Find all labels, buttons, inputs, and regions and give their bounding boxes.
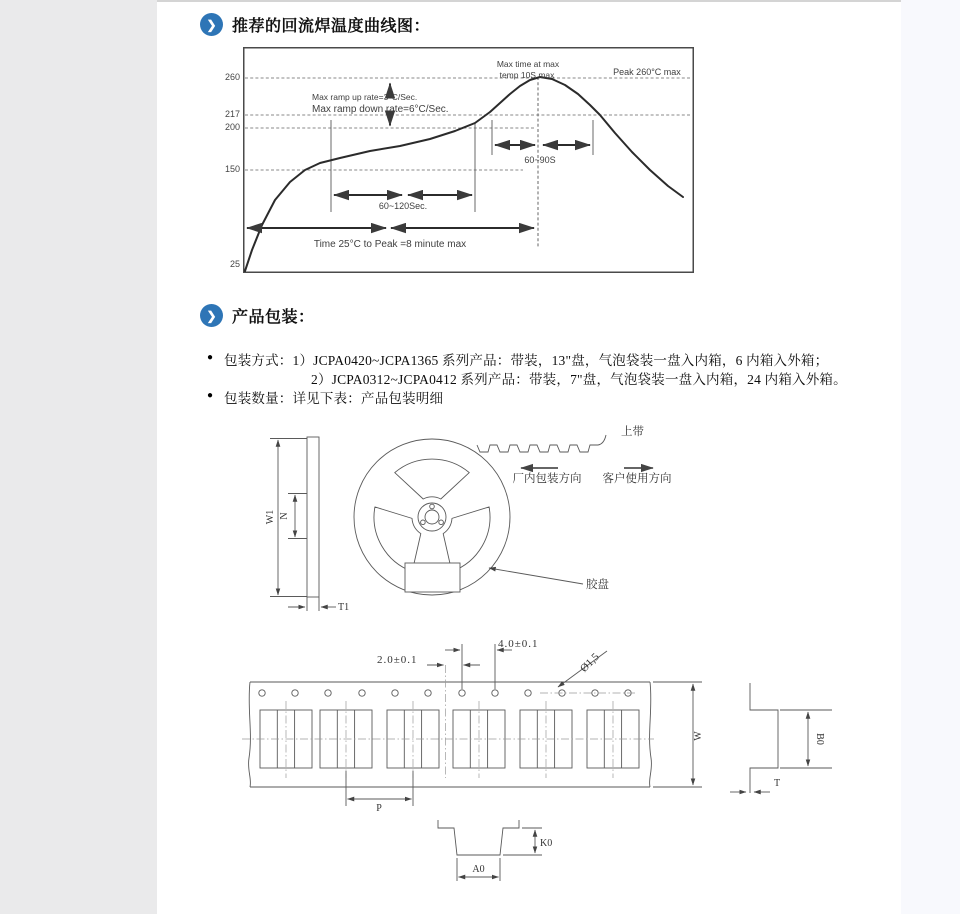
ann-dwell: 60~90S (524, 155, 556, 165)
pocket-cross-section (438, 820, 542, 881)
reel-leader-line (489, 568, 583, 584)
packing-method-line1: 包装方式：1）JCPA0420~JCPA1365 系列产品：带装，13"盘，气泡袋装一盘入内箱，6 内箱入外箱； (224, 353, 829, 368)
y-tick-25: 25 (229, 259, 240, 269)
packing-method-line2: 2）JCPA0312~JCPA0412 系列产品：带装，7"盘，气泡袋装一盘入内箱，24 内箱入外箱。 (311, 372, 847, 387)
ann-max-time-2: temp 10S max (499, 70, 555, 80)
chart-border (244, 48, 694, 273)
section-reflow-header (200, 13, 430, 36)
dim-k0-label: K0 (540, 838, 553, 849)
dim-n-label: N (279, 512, 290, 520)
dim-2.0-label: 2.0±0.1 (377, 654, 418, 666)
top-tape-label: 上带 (621, 426, 644, 438)
dim-w-label: W (693, 731, 704, 741)
dim-4.0-label: 4.0±0.1 (498, 638, 539, 650)
customer-direction-label: 客户使用方向 (602, 473, 672, 485)
bullet-dot: ● (207, 390, 214, 401)
ann-ramp-down: Max ramp down rate=6°C/Sec. (312, 104, 449, 115)
carrier-tape (249, 682, 652, 787)
dim-hole-dia-label: Ø1,5 (577, 650, 602, 675)
reel-label: 胶盘 (586, 579, 609, 591)
bullet-dot: ● (207, 352, 214, 363)
dim-t-label: T (774, 778, 781, 789)
chevron-circle-icon: ❯ (200, 304, 223, 327)
packing-quantity-line: 包装数量：详见下表：产品包装明细 (224, 391, 444, 406)
dim-a0-label: A0 (472, 864, 485, 875)
packaging-drawing (240, 418, 840, 890)
tape-edge-profile (477, 435, 606, 452)
reel-side-view (270, 437, 336, 611)
y-tick-150: 150 (224, 164, 240, 174)
section-reflow-title: 推荐的回流焊温度曲线图： (232, 18, 431, 35)
section-packaging-header (200, 304, 315, 327)
left-margin-strip (0, 0, 157, 914)
dim-p-label: P (376, 803, 382, 814)
ann-soak: 60~120Sec. (378, 201, 428, 211)
dim-w1-label: W1 (265, 509, 276, 525)
right-margin-strip (901, 0, 960, 914)
page-top-divider (157, 0, 901, 2)
dim-b0-label: B0 (814, 733, 825, 745)
y-tick-200: 200 (224, 122, 240, 132)
y-tick-217: 217 (224, 109, 240, 119)
ann-max-time-1: Max time at max (496, 59, 560, 69)
ann-peak: Peak 260°C max (613, 67, 681, 77)
section-packaging-title: 产品包装： (232, 309, 315, 326)
y-tick-260: 260 (224, 72, 240, 82)
factory-direction-label: 厂内包装方向 (512, 473, 582, 485)
ann-ramp-up: Max ramp up rate=3°C/Sec. (312, 92, 418, 102)
reel-front-view (354, 439, 510, 595)
reflow-profile-chart (243, 47, 694, 273)
dim-t1-label: T1 (338, 602, 350, 613)
ann-total-time: Time 25°C to Peak =8 minute max (313, 239, 467, 250)
chevron-circle-icon: ❯ (200, 13, 223, 36)
